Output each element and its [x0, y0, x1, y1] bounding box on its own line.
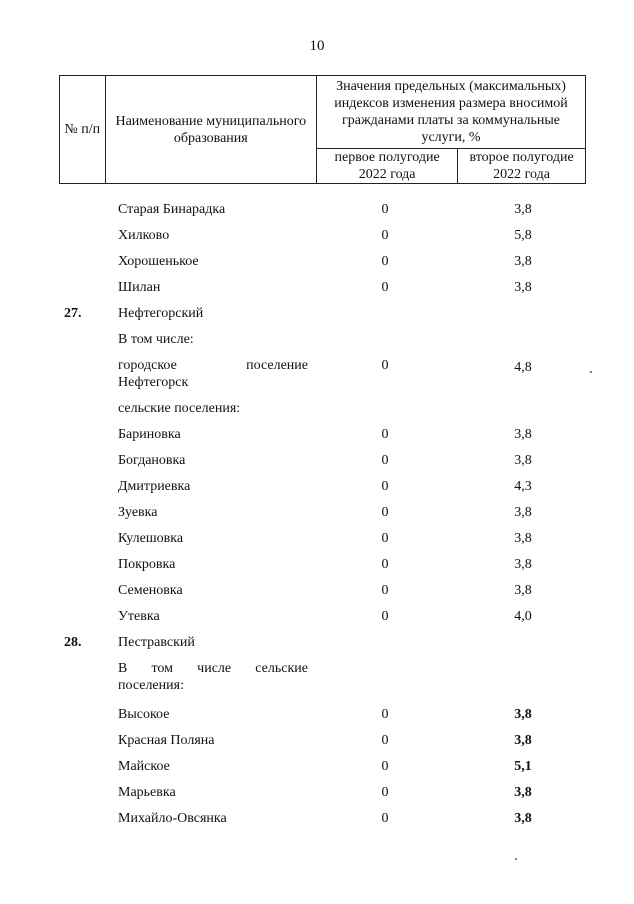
row-name: Хорошенькое	[118, 254, 199, 269]
row-first-half-value: 0	[381, 707, 389, 722]
row-second-half-value: 3,8	[514, 707, 532, 722]
row-first-half-value: 0	[381, 609, 389, 624]
row-second-half-value: 3,8	[514, 785, 532, 800]
row-second-half-value: 3,8	[514, 202, 532, 217]
row-name: Утевка	[118, 609, 160, 624]
header-name: Наименование муниципального образования	[105, 76, 316, 184]
row-first-half-value: 0	[381, 759, 389, 774]
row-name: Шилан	[118, 280, 161, 295]
row-name: Дмитриевка	[118, 479, 191, 494]
row-first-half-value: 0	[381, 811, 389, 826]
row-second-half-value: 5,1	[514, 759, 532, 774]
header-first-half: первое полугодие 2022 года	[317, 149, 458, 184]
row-first-half-value: 0	[381, 557, 389, 572]
row-second-half-value: 3,8	[514, 557, 532, 572]
row-first-half-value: 0	[381, 202, 389, 217]
row-second-half-value: 3,8	[514, 505, 532, 520]
row-first-half-value: 0	[381, 785, 389, 800]
scan-speck	[515, 858, 517, 860]
row-name-line1: городское поселение	[118, 358, 308, 373]
row-first-half-value: 0	[381, 280, 389, 295]
row-first-half-value: 0	[381, 505, 389, 520]
row-first-half-value: 0	[381, 479, 389, 494]
row-first-half-value: 0	[381, 358, 389, 373]
row-second-half-value: 3,8	[514, 427, 532, 442]
header-num: № п/п	[60, 76, 106, 184]
row-second-half-value: 3,8	[514, 453, 532, 468]
row-name: В том числе:	[118, 332, 194, 347]
row-name: сельские поселения:	[118, 401, 241, 416]
row-name	[118, 660, 308, 694]
row-first-half-value: 0	[381, 453, 389, 468]
row-name-line2: поселения:	[118, 678, 184, 693]
row-first-half-value: 0	[381, 427, 389, 442]
row-name	[118, 357, 308, 391]
row-name-line1: В том числе сельские	[118, 661, 308, 676]
header-second-half: второе полугодие 2022 года	[458, 149, 586, 184]
row-name: Нефтегорский	[118, 306, 204, 321]
row-name: Семеновка	[118, 583, 183, 598]
row-name: Бариновка	[118, 427, 181, 442]
row-name: Михайло-Овсянка	[118, 811, 227, 826]
row-name: Кулешовка	[118, 531, 184, 546]
row-second-half-value: 4,8	[514, 360, 532, 375]
page-number: 10	[309, 38, 325, 54]
row-name: Старая Бинарадка	[118, 202, 226, 217]
table-header	[59, 75, 586, 184]
row-second-half-value: 3,8	[514, 280, 532, 295]
row-number: 28.	[64, 635, 82, 650]
row-name: Майское	[118, 759, 170, 774]
row-name: Покровка	[118, 557, 176, 572]
row-second-half-value: 4,3	[514, 479, 532, 494]
row-second-half-value: 3,8	[514, 733, 532, 748]
row-name: Высокое	[118, 707, 170, 722]
scan-speck	[590, 371, 592, 373]
row-name-line2: Нефтегорск	[118, 375, 189, 390]
row-second-half-value: 3,8	[514, 254, 532, 269]
row-second-half-value: 3,8	[514, 583, 532, 598]
row-second-half-value: 5,8	[514, 228, 532, 243]
row-name: Пестравский	[118, 635, 195, 650]
row-second-half-value: 3,8	[514, 811, 532, 826]
row-first-half-value: 0	[381, 254, 389, 269]
row-name: Марьевка	[118, 785, 176, 800]
row-name: Красная Поляна	[118, 733, 215, 748]
row-name: Зуевка	[118, 505, 158, 520]
header-values-title: Значения предельных (максимальных) индексов изменения размера вносимой гражданами платы за коммунальные услуги, %	[317, 76, 586, 149]
row-name: Хилково	[118, 228, 170, 243]
row-number: 27.	[64, 306, 82, 321]
row-first-half-value: 0	[381, 531, 389, 546]
row-first-half-value: 0	[381, 733, 389, 748]
row-second-half-value: 4,0	[514, 609, 532, 624]
row-first-half-value: 0	[381, 583, 389, 598]
row-name: Богдановка	[118, 453, 186, 468]
row-second-half-value: 3,8	[514, 531, 532, 546]
row-first-half-value: 0	[381, 228, 389, 243]
